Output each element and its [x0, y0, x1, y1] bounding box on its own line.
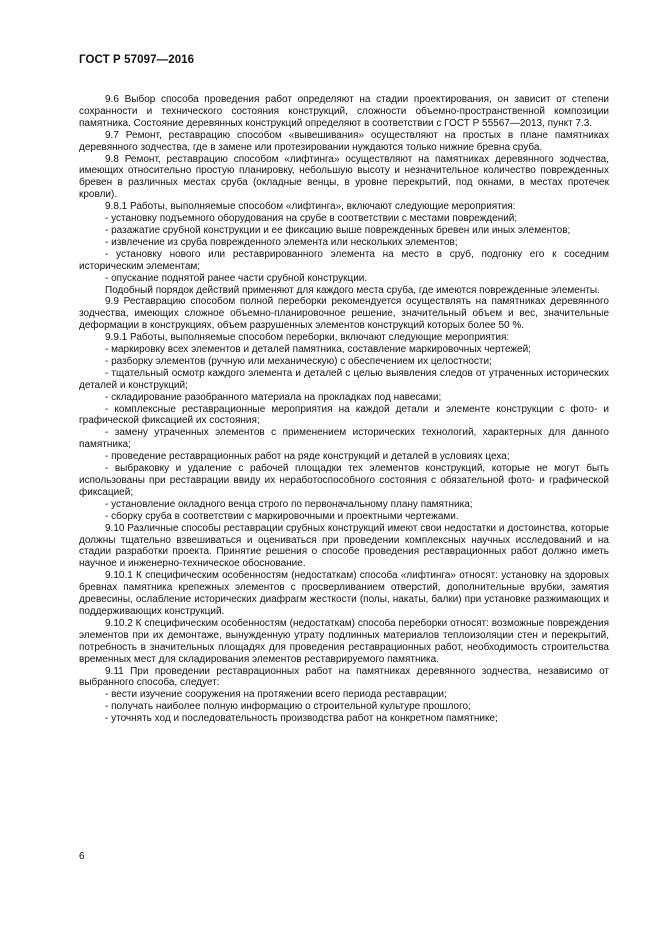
list-item: - тщательный осмотр каждого элемента и деталей с целью выявления следов от утраченных исторических деталей и конструкций; — [79, 367, 609, 391]
paragraph-9-7: 9.7 Ремонт, реставрацию способом «вывешивания» осуществляют на простых в плане памятниках деревянного зодчества, где в замене или протезировании нуждаются только нижние бревна сруба. — [79, 129, 609, 153]
list-item: - замену утраченных элементов с применением исторических технологий, характерных для данного памятника; — [79, 427, 609, 451]
list-item: - разажатие срубной конструкции и ее фиксацию выше поврежденных бревен или иных элементов; — [105, 224, 571, 236]
page-number: 6 — [79, 851, 85, 862]
document-header: ГОСТ Р 57097—2016 — [79, 54, 195, 66]
list-item: - получать наиболее полную информацию о строительной культуре прошлого; — [105, 701, 471, 713]
list-item: - установку нового или реставрированного элемента на место в сруб, подгонку его к соседним историческим элементам; — [79, 248, 609, 272]
list-item: - установку подъемного оборудования на срубе в соответствии с местами повреждений; — [105, 213, 518, 225]
list-item: - выбраковку и удаление с рабочей площадки тех элементов конструкций, которые не могут быть использованы при реставрации ввиду их неработоспособного состояния с обязательной фото- и графической фиксацией; — [79, 463, 609, 498]
list-item: - вести изучение сооружения на протяжении всего периода реставрации; — [105, 689, 447, 701]
list-item: - опускание поднятой ранее части срубной конструкции. — [105, 272, 368, 284]
paragraph-9-10-1: 9.10.1 К специфическим особенностям (недостаткам) способа «лифтинга» относят: установку на здоровых бревнах памятника крепежных элементов с просверливанием отверстий, дополнительные врубки, замятия древесины, ослабление исторических диафрагм жесткости (полы, накаты, балки) при установке разжимающих и поддерживающих конструкций. — [79, 570, 609, 617]
paragraph-9-8: 9.8 Ремонт, реставрацию способом «лифтинга» осуществляют на памятниках деревянного зодчества, имеющих относительно простую планировку, небольшую высоту и незначительное количество поврежденных бревен в различных местах сруба (окладные венцы, в уровне перекрытий, под окнами, в местах протечек кровли). — [79, 153, 609, 201]
document-body — [79, 94, 609, 725]
list-item: - сборку сруба в соответствии с маркировочными и проектными чертежами. — [105, 510, 459, 522]
list-item: - извлечение из сруба поврежденного элемента или нескольких элементов; — [105, 236, 458, 248]
list-item: - разборку элементов (ручную или механическую) с обеспечением их целостности; — [105, 355, 492, 367]
paragraph-note: Подобный порядок действий применяют для каждого места сруба, где имеются поврежденные элементы. — [105, 284, 600, 296]
paragraph-9-8-1: 9.8.1 Работы, выполняемые способом «лифтинга», включают следующие мероприятия: — [105, 201, 516, 213]
list-item: - складирование разобранного материала на прокладках под навесами; — [105, 391, 442, 403]
list-item: - установление окладного венца строго по первоначальному плану памятника; — [105, 498, 473, 510]
list-item: - уточнять ход и последовательность производства работ на конкретном памятнике; — [105, 713, 498, 725]
list-item: - проведение реставрационных работ на ряде конструкций и деталей в условиях цеха; — [105, 451, 510, 463]
paragraph-9-11: 9.11 При проведении реставрационных работ на памятниках деревянного зодчества, независимо от выбранного способа, следует: — [79, 665, 609, 689]
paragraph-9-6: 9.6 Выбор способа проведения работ определяют на стадии проектирования, он зависит от степени сохранности и технического состояния конструкций, сложности объемно-пространственной композиции памятника. Состояние деревянных конструкций определяют в соответствии с ГОСТ Р 55567—2013, пункт 7.3. — [79, 94, 609, 129]
list-item: - маркировку всех элементов и деталей памятника, составление маркировочных чертежей; — [105, 344, 531, 356]
paragraph-9-10: 9.10 Различные способы реставрации срубных конструкций имеют свои недостатки и достоинства, которые должны тщательно взвешиваться и оцениваться при проведении комплексных научных исследований и на стадии разработки проекта. Принятие решения о способе проведения реставрационных работ должно иметь научное и инженерно-техническое обоснование. — [79, 522, 609, 570]
paragraph-9-9-1: 9.9.1 Работы, выполняемые способом переборки, включают следующие мероприятия: — [105, 332, 510, 344]
paragraph-9-10-2: 9.10.2 К специфическим особенностям (недостаткам) способа переборки относят: возможные повреждения элементов при их демонтаже, вынужденную утрату подлинных материалов теплоизоляции стен и перекрытий, потребность в значительных площадях для проведения реставрационных работ, необходимость строительства временных мест для складирования элементов реставрируемого памятника. — [79, 617, 609, 665]
paragraph-9-9: 9.9 Реставрацию способом полной переборки рекомендуется осуществлять на памятниках деревянного зодчества, имеющих сложное объемно-планировочное решение, значительный объем и вес, значительные деформации в конструкциях, объем разрушенных элементов конструкций которых более 50 %. — [79, 296, 609, 332]
list-item: - комплексные реставрационные мероприятия на каждой детали и элементе конструкции с фото- и графической фиксацией их состояния; — [79, 403, 609, 427]
